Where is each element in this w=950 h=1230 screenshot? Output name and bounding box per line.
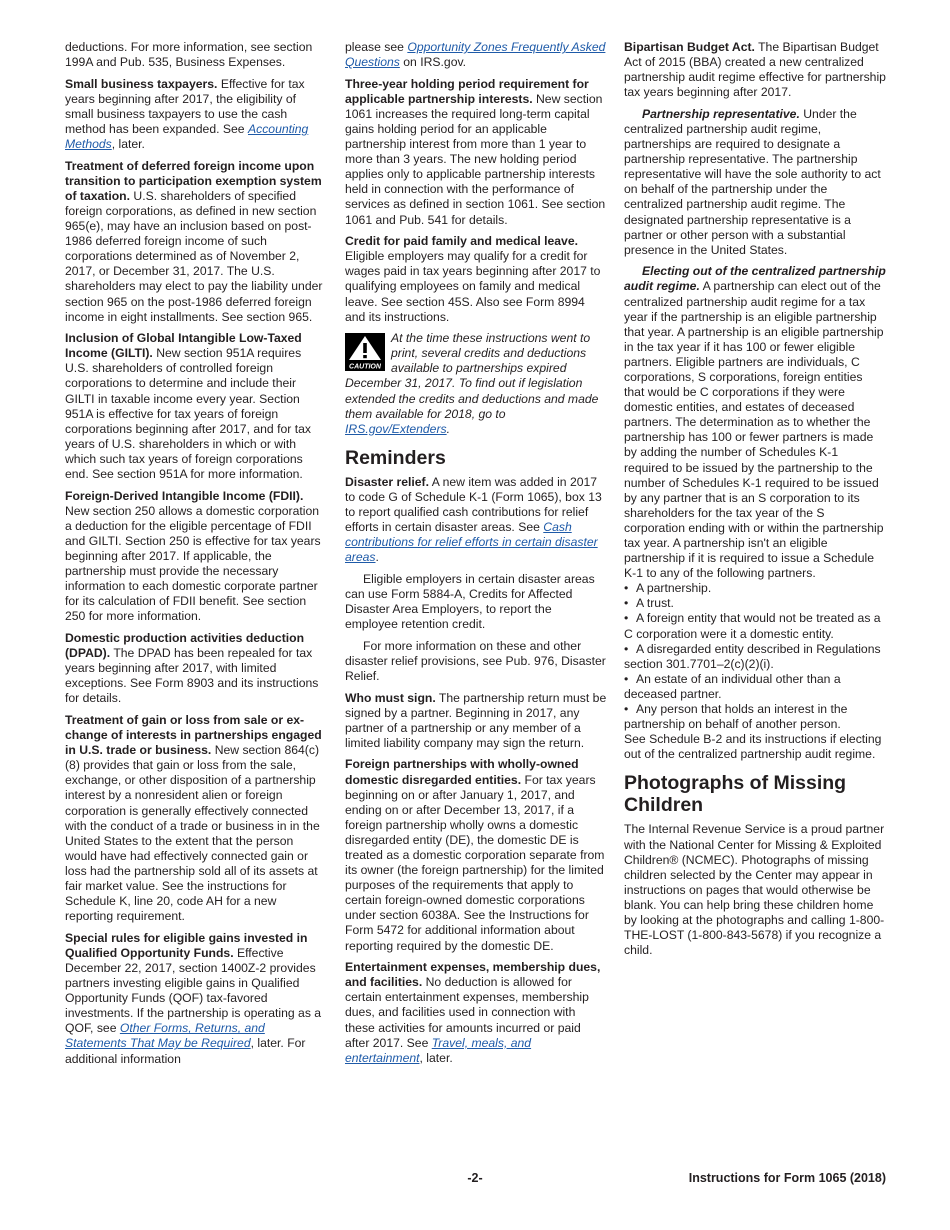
column-middle bbox=[345, 40, 607, 1072]
list-item: • An estate of an individual other than a deceased partner. bbox=[624, 671, 841, 701]
paragraph-schedule-b2: See Schedule B-2 and its instructions if electing out of the centralized partnership audit regime. bbox=[624, 732, 882, 762]
link-travel-meals[interactable]: Travel, meals, and entertainment bbox=[345, 1035, 532, 1065]
link-cash-contributions[interactable]: Cash contributions for relief efforts in certain disaster areas bbox=[345, 520, 598, 565]
ineligible-partners-list bbox=[624, 581, 886, 732]
heading-who-must-sign: Who must sign. bbox=[345, 690, 436, 705]
paragraph-partnership-representative: Partnership representative. Under the centralized partnership audit regime, partnerships are required to designate a partnership representative. The partnership representative will have the sole authority to act on behalf of the partnership under the centralized partnership audit regime. The designated partnership representative is a partner or other person with a substantial presence in the United States. bbox=[624, 106, 881, 257]
heading-bipartisan-budget-act: Bipartisan Budget Act. bbox=[624, 40, 755, 54]
link-accounting-methods[interactable]: Accounting Methods bbox=[65, 121, 309, 152]
paragraph-family-leave-credit: Credit for paid family and medical leave. Eligible employers may qualify for a credit for wages paid in tax years beginning after 2017 to qualifying employees on family and medical leave. See section 45S. Also see Form 8994 and its instructions. bbox=[345, 234, 601, 324]
paragraph-gilti: Inclusion of Global Intangible Low-Taxed Income (GILTI). New section 951A requires U.S. shareholders of controlled foreign corporations to determine and include their GILTI in taxable income every year. Section 951A is effective for tax years of foreign corporations beginning after 2017, and for tax years of U.S. shareholders in which or with which such tax years of foreign corporations end. See section 951A for more information. bbox=[65, 331, 311, 482]
paragraph-dpad: Domestic production activities deduction (DPAD). The DPAD has been repealed for tax years beginning after 2017, with limited exceptions. See Form 8903 and its instructions for details. bbox=[65, 630, 319, 706]
heading-opportunity-funds: Special rules for eligible gains invested in Qualified Opportunity Funds. bbox=[65, 930, 308, 960]
heading-dpad: Domestic production activities deduction (DPAD). bbox=[65, 630, 305, 661]
paragraph-opportunity-funds: Special rules for eligible gains invested in Qualified Opportunity Funds. Effective December 22, 2017, section 1400Z-2 provides partners investing eligible gains in Qualified Opportunity Funds (QOF) tax-favored investments. If the partnership is operating as a QOF, see Other Forms, Returns, and Statements That May be Required, later. For additional information bbox=[65, 930, 322, 1066]
paragraph-foreign-partnerships: Foreign partnerships with wholly-owned domestic disregarded entities. For tax years beginning on or after January 1, 2017, and ending on or after December 13, 2017, if a foreign partnership wholly owns a domestic disregarded entity (DE), the domestic DE is treated as a domestic corporation separate from its owner (the foreign partnership) for the limited purposes of the requirements that apply to certain foreign-owned domestic corporations under section 6038A. See the Instructions for Form 5472 for additional information about reporting required by the domestic DE. bbox=[345, 757, 605, 953]
caution-label: CAUTION bbox=[349, 363, 381, 371]
paragraph-deferred-foreign-income: Treatment of deferred foreign income upon transition to participation exemption system of taxation. U.S. shareholders of specified foreign corporations, as defined in new section 965(e), may have an inclusion based on post-1986 deferred foreign income of such corporations determined as of November 2, 2017, or December 31, 2017. The U.S. shareholders may elect to pay the liability under section 965 on the post-1986 deferred foreign income in eight installments. See section 965. bbox=[65, 158, 323, 324]
list-item: • A disregarded entity described in Regulations section 301.7701–2(c)(2)(i). bbox=[624, 641, 881, 671]
column-right bbox=[624, 40, 886, 965]
list-item: • Any person that holds an interest in the partnership on behalf of another person. bbox=[624, 702, 848, 732]
list-item: • A trust. bbox=[624, 596, 674, 611]
list-item: • A partnership. bbox=[624, 581, 712, 596]
heading-disaster-relief: Disaster relief. bbox=[345, 474, 430, 489]
link-other-forms-returns[interactable]: Other Forms, Returns, and Statements That May be Required bbox=[65, 1021, 265, 1051]
paragraph-qbi-continued: deductions. For more information, see section 199A and Pub. 535, Business Expenses. bbox=[65, 40, 313, 70]
heading-gain-loss-sale: Treatment of gain or loss from sale or exchange of interests in partnerships engaged in U.S. trade or business. bbox=[65, 712, 322, 758]
caution-icon bbox=[345, 333, 385, 371]
heading-family-leave-credit: Credit for paid family and medical leave. bbox=[345, 234, 578, 249]
heading-reminders: Reminders bbox=[345, 446, 446, 469]
heading-gilti: Inclusion of Global Intangible Low-Taxed Income (GILTI). bbox=[65, 331, 302, 361]
paragraph-disaster-info: For more information on these and other disaster relief provisions, see Pub. 976, Disaster Relief. bbox=[345, 638, 606, 683]
heading-missing-children: Photographs of Missing Children bbox=[624, 772, 847, 817]
paragraph-ncmec: The Internal Revenue Service is a proud partner with the National Center for Missing & Exploited Children® (NCMEC). Photographs of missing children selected by the Center may appear in instructions on pages that would otherwise be blank. You can help bring these children home by looking at the photographs and calling 1-800-THE-LOST (1-800-843-5678) if you recognize a child. bbox=[624, 822, 885, 958]
paragraph-entertainment: Entertainment expenses, membership dues, and facilities. No deduction is allowed for certain entertainment expenses, membership dues, and facilities used in connection with these activities for amounts incurred or paid after 2017. See Travel, meals, and entertainment, later. bbox=[345, 960, 601, 1065]
paragraph-gain-loss-sale: Treatment of gain or loss from sale or exchange of interests in partnerships engaged in U.S. trade or business. New section 864(c)(8) provides that gain or loss from the sale, exchange, or other disposition of a partnership interest by a nonresident alien or foreign corporation is generally effectively connected with the conduct of a trade or business in in the United States to the extent that the person would have had effectively connected gain or loss had the partnership sold all of its assets at fair market value. See the instructions for Schedule K, line 20, code AH for a new reporting requirement. bbox=[65, 712, 322, 924]
link-irs-extenders[interactable]: IRS.gov/Extenders bbox=[345, 421, 447, 436]
paragraph-eligible-employers: Eligible employers in certain disaster areas can use Form 5884-A, Credits for Affected Disaster Area Employers, to report the employee retention credit. bbox=[345, 571, 595, 632]
heading-partnership-representative: Partnership representative. bbox=[642, 106, 800, 121]
paragraph-small-business: Small business taxpayers. Effective for tax years beginning after 2017, the eligibility of small business taxpayers to use the cash method has been expanded. See Accounting Methods, later. bbox=[65, 76, 309, 152]
heading-fdii: Foreign-Derived Intangible Income (FDII). bbox=[65, 488, 304, 503]
heading-electing-out: Electing out of the centralized partnership audit regime. bbox=[624, 264, 886, 294]
heading-small-business: Small business taxpayers. bbox=[65, 76, 218, 91]
paragraph-fdii: Foreign-Derived Intangible Income (FDII). New section 250 allows a domestic corporation a deduction for the eligible percentage of FDII and GILTI. Section 250 is effective for tax years beginning after 2017. If applicable, the partnership must provide the necessary information to each domestic corporate partner for its calculation of FDII benefit. See section 250 for more information. bbox=[65, 488, 321, 624]
heading-deferred-foreign-income: Treatment of deferred foreign income upon transition to participation exemption system of taxation. bbox=[65, 158, 322, 203]
heading-entertainment: Entertainment expenses, membership dues, and facilities. bbox=[345, 960, 601, 990]
list-item: • A foreign entity that would not be treated as a C corporation were it a domestic entity. bbox=[624, 611, 881, 641]
caution-note: CAUTION At the time these instructions went to print, several credits and deductions available to partnerships expired December 31, 2017. To find out if legislation extended the credits and deductions and made them available for 2018, go to IRS.gov/Extenders. bbox=[345, 331, 599, 436]
paragraph-disaster-relief: Disaster relief. A new item was added in 2017 to code G of Schedule K-1 (Form 1065), box 13 to report qualified cash contributions for relief efforts in certain disaster areas. See Cash contributions for relief efforts in certain disaster areas. bbox=[345, 474, 602, 565]
paragraph-who-must-sign: Who must sign. The partnership return must be signed by a partner. Beginning in 2017, any partner of a partnership or any member of a limited liability company may sign the return. bbox=[345, 690, 607, 750]
paragraph-electing-out: Electing out of the centralized partnership audit regime. A partnership can elect out of the centralized partnership audit regime for a tax year if the partnership is an eligible partnership that year. A partnership is an eligible partnership in the tax year if it has 100 or fewer eligible partners. Eligible partners are individuals, C corporations, S corporations, foreign entities that would be C corporations if they were domestic entities, and estates of deceased partners. The determination as to whether the partnership has 100 or fewer partners is made by adding the number of Schedules K-1 required to be issued by the partnership to the number of Schedules K-1 required to be issued by any partner that is an S corporation to its shareholders for the tax year of the S corporation ending with or within the partnership tax year. A partnership isn't an eligible partnership if it is required to issue a Schedule K-1 to any of the following partners. bbox=[624, 264, 886, 581]
page-number: -2- bbox=[467, 1171, 483, 1185]
paragraph-bipartisan-budget-act: Bipartisan Budget Act. The Bipartisan Budget Act of 2015 (BBA) created a new centralized partnership audit regime effective for partnership tax years beginning after 2017. bbox=[624, 40, 886, 100]
link-opportunity-zones-faq[interactable]: Opportunity Zones Frequently Asked Questions bbox=[345, 40, 606, 70]
paragraph-opportunity-zones: please see Opportunity Zones Frequently Asked Questions on IRS.gov. bbox=[345, 40, 606, 70]
form-title: Instructions for Form 1065 (2018) bbox=[688, 1171, 886, 1185]
heading-foreign-partnerships: Foreign partnerships with wholly-owned domestic disregarded entities. bbox=[345, 757, 579, 787]
paragraph-holding-period: Three-year holding period requirement for applicable partnership interests. New section 1061 increases the required long-term capital gains holding period for an applicable partnership interest from more than 1 year to more than 3 years. The new holding period applies only to applicable partnership interests held in connection with the performance of services as defined in section 1061. See section 1061 and Pub. 541 for details. bbox=[345, 76, 606, 227]
column-left bbox=[65, 40, 327, 1073]
heading-holding-period: Three-year holding period requirement for applicable partnership interests. bbox=[345, 76, 589, 106]
